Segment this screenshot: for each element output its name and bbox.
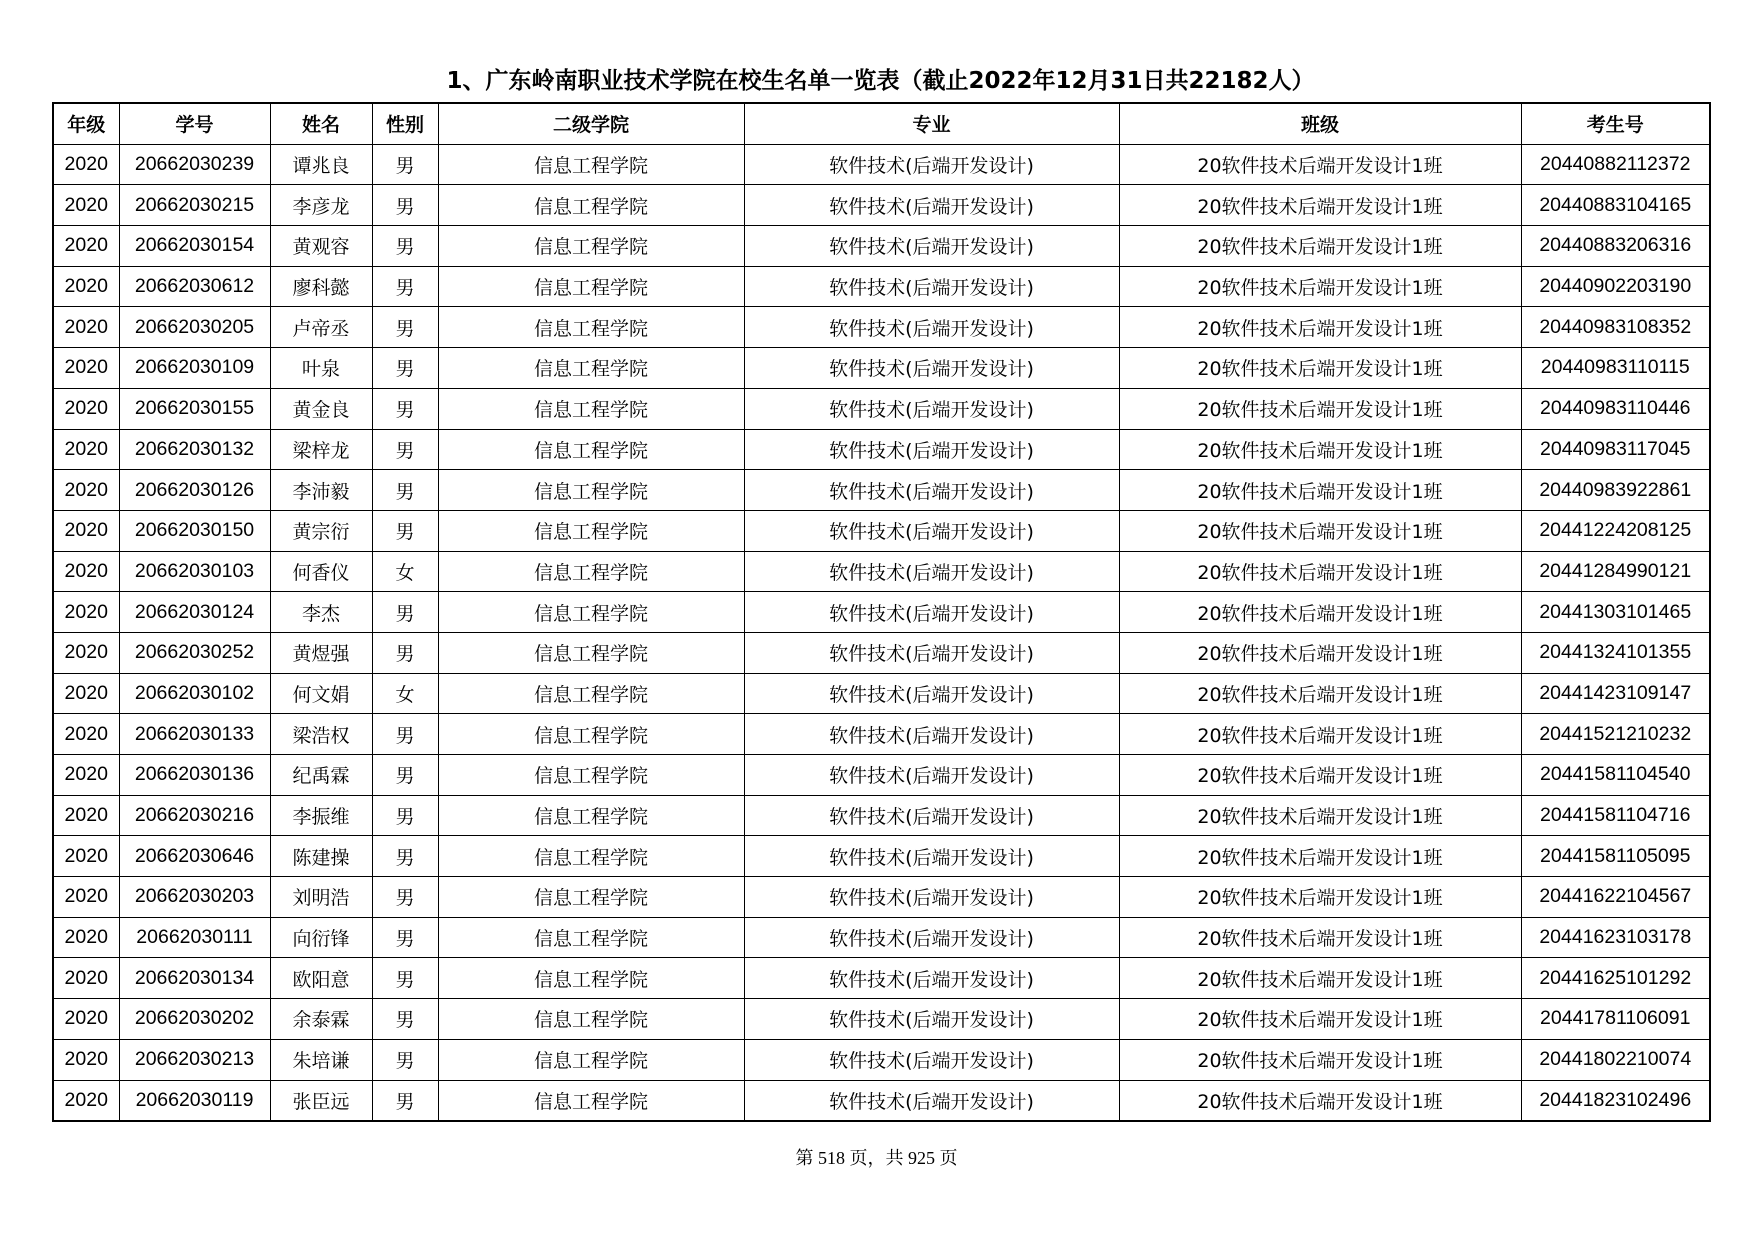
cell-major: 软件技术(后端开发设计) [744,226,1119,267]
cell-name: 李杰 [270,592,372,633]
cell-class: 20软件技术后端开发设计1班 [1119,999,1521,1040]
table-row [53,185,1710,226]
cell-major: 软件技术(后端开发设计) [744,795,1119,836]
cell-student-id: 20662030213 [119,1039,270,1080]
cell-exam-no: 20441303101465 [1521,592,1710,633]
cell-college: 信息工程学院 [438,429,744,470]
cell-student-id: 20662030126 [119,470,270,511]
cell-college: 信息工程学院 [438,510,744,551]
cell-exam-no: 20441625101292 [1521,958,1710,999]
student-roster-table [52,102,1711,1122]
cell-class: 20软件技术后端开发设计1班 [1119,348,1521,389]
header-name: 姓名 [270,103,372,144]
cell-student-id: 20662030103 [119,551,270,592]
cell-exam-no: 20440883206316 [1521,226,1710,267]
cell-name: 何文娟 [270,673,372,714]
cell-gender: 男 [372,226,438,267]
cell-exam-no: 20440902203190 [1521,266,1710,307]
cell-class: 20软件技术后端开发设计1班 [1119,144,1521,185]
cell-student-id: 20662030252 [119,632,270,673]
header-college: 二级学院 [438,103,744,144]
cell-exam-no: 20441324101355 [1521,632,1710,673]
cell-student-id: 20662030216 [119,795,270,836]
table-row [53,551,1710,592]
cell-college: 信息工程学院 [438,632,744,673]
cell-college: 信息工程学院 [438,266,744,307]
cell-name: 谭兆良 [270,144,372,185]
cell-student-id: 20662030239 [119,144,270,185]
cell-grade: 2020 [53,999,119,1040]
cell-exam-no: 20441823102496 [1521,1080,1710,1121]
cell-name: 李彦龙 [270,185,372,226]
cell-exam-no: 20440983117045 [1521,429,1710,470]
cell-major: 软件技术(后端开发设计) [744,307,1119,348]
cell-gender: 男 [372,348,438,389]
cell-college: 信息工程学院 [438,917,744,958]
cell-exam-no: 20441224208125 [1521,510,1710,551]
cell-grade: 2020 [53,307,119,348]
cell-name: 张臣远 [270,1080,372,1121]
cell-class: 20软件技术后端开发设计1班 [1119,877,1521,918]
cell-grade: 2020 [53,632,119,673]
table-row [53,388,1710,429]
cell-major: 软件技术(后端开发设计) [744,958,1119,999]
cell-college: 信息工程学院 [438,714,744,755]
cell-major: 软件技术(后端开发设计) [744,266,1119,307]
header-row [53,103,1710,144]
cell-exam-no: 20440883104165 [1521,185,1710,226]
table-row [53,348,1710,389]
cell-major: 软件技术(后端开发设计) [744,877,1119,918]
table-row [53,673,1710,714]
cell-exam-no: 20441581104716 [1521,795,1710,836]
cell-student-id: 20662030124 [119,592,270,633]
cell-name: 李沛毅 [270,470,372,511]
cell-major: 软件技术(后端开发设计) [744,348,1119,389]
cell-grade: 2020 [53,266,119,307]
cell-gender: 男 [372,836,438,877]
table-row [53,836,1710,877]
table-row [53,226,1710,267]
cell-grade: 2020 [53,877,119,918]
cell-grade: 2020 [53,348,119,389]
table-header [53,103,1710,144]
cell-grade: 2020 [53,714,119,755]
cell-class: 20软件技术后端开发设计1班 [1119,1080,1521,1121]
table-row [53,429,1710,470]
cell-major: 软件技术(后端开发设计) [744,551,1119,592]
cell-class: 20软件技术后端开发设计1班 [1119,226,1521,267]
cell-name: 黄煜强 [270,632,372,673]
cell-grade: 2020 [53,755,119,796]
cell-college: 信息工程学院 [438,592,744,633]
cell-college: 信息工程学院 [438,755,744,796]
cell-name: 梁梓龙 [270,429,372,470]
cell-exam-no: 20441623103178 [1521,917,1710,958]
cell-student-id: 20662030132 [119,429,270,470]
cell-name: 梁浩权 [270,714,372,755]
table-row [53,755,1710,796]
page-footer: 第 518 页，共 925 页 [795,1148,958,1168]
cell-class: 20软件技术后端开发设计1班 [1119,470,1521,511]
cell-gender: 男 [372,999,438,1040]
header-class: 班级 [1119,103,1521,144]
cell-student-id: 20662030111 [119,917,270,958]
table-row [53,917,1710,958]
cell-student-id: 20662030215 [119,185,270,226]
table-row [53,470,1710,511]
cell-gender: 男 [372,1039,438,1080]
cell-grade: 2020 [53,470,119,511]
cell-student-id: 20662030155 [119,388,270,429]
cell-gender: 男 [372,592,438,633]
cell-name: 陈建操 [270,836,372,877]
cell-college: 信息工程学院 [438,795,744,836]
table-body [53,144,1710,1121]
cell-exam-no: 20440983108352 [1521,307,1710,348]
cell-exam-no: 20440983110446 [1521,388,1710,429]
cell-grade: 2020 [53,795,119,836]
cell-class: 20软件技术后端开发设计1班 [1119,673,1521,714]
cell-name: 黄金良 [270,388,372,429]
cell-student-id: 20662030102 [119,673,270,714]
cell-gender: 男 [372,917,438,958]
cell-name: 李振维 [270,795,372,836]
cell-name: 朱培谦 [270,1039,372,1080]
header-student-id: 学号 [119,103,270,144]
table-row [53,510,1710,551]
cell-gender: 男 [372,1080,438,1121]
cell-gender: 男 [372,755,438,796]
cell-gender: 男 [372,307,438,348]
cell-student-id: 20662030133 [119,714,270,755]
cell-college: 信息工程学院 [438,470,744,511]
cell-class: 20软件技术后端开发设计1班 [1119,592,1521,633]
cell-exam-no: 20441581104540 [1521,755,1710,796]
cell-class: 20软件技术后端开发设计1班 [1119,1039,1521,1080]
cell-major: 软件技术(后端开发设计) [744,632,1119,673]
cell-gender: 男 [372,714,438,755]
cell-name: 黄观容 [270,226,372,267]
cell-major: 软件技术(后端开发设计) [744,714,1119,755]
cell-gender: 男 [372,266,438,307]
cell-gender: 男 [372,795,438,836]
cell-college: 信息工程学院 [438,307,744,348]
table-row [53,1039,1710,1080]
cell-exam-no: 20440882112372 [1521,144,1710,185]
table-row [53,592,1710,633]
cell-exam-no: 20441622104567 [1521,877,1710,918]
cell-major: 软件技术(后端开发设计) [744,755,1119,796]
table-row [53,714,1710,755]
cell-student-id: 20662030646 [119,836,270,877]
cell-student-id: 20662030205 [119,307,270,348]
cell-grade: 2020 [53,551,119,592]
cell-college: 信息工程学院 [438,999,744,1040]
cell-gender: 男 [372,877,438,918]
table-row [53,999,1710,1040]
cell-grade: 2020 [53,144,119,185]
cell-major: 软件技术(后端开发设计) [744,429,1119,470]
cell-grade: 2020 [53,958,119,999]
cell-student-id: 20662030154 [119,226,270,267]
header-gender: 性别 [372,103,438,144]
cell-student-id: 20662030612 [119,266,270,307]
cell-class: 20软件技术后端开发设计1班 [1119,836,1521,877]
cell-college: 信息工程学院 [438,836,744,877]
cell-college: 信息工程学院 [438,1080,744,1121]
cell-student-id: 20662030202 [119,999,270,1040]
cell-gender: 女 [372,673,438,714]
cell-name: 卢帝丞 [270,307,372,348]
cell-exam-no: 20441802210074 [1521,1039,1710,1080]
cell-exam-no: 20440983922861 [1521,470,1710,511]
cell-gender: 男 [372,429,438,470]
cell-major: 软件技术(后端开发设计) [744,1080,1119,1121]
table-row [53,877,1710,918]
header-grade: 年级 [53,103,119,144]
cell-student-id: 20662030136 [119,755,270,796]
cell-gender: 男 [372,470,438,511]
cell-class: 20软件技术后端开发设计1班 [1119,917,1521,958]
cell-major: 软件技术(后端开发设计) [744,510,1119,551]
cell-college: 信息工程学院 [438,185,744,226]
cell-class: 20软件技术后端开发设计1班 [1119,795,1521,836]
table-row [53,1080,1710,1121]
cell-exam-no: 20440983110115 [1521,348,1710,389]
cell-exam-no: 20441284990121 [1521,551,1710,592]
cell-exam-no: 20441581105095 [1521,836,1710,877]
cell-major: 软件技术(后端开发设计) [744,673,1119,714]
cell-gender: 男 [372,958,438,999]
cell-college: 信息工程学院 [438,226,744,267]
cell-name: 向衍锋 [270,917,372,958]
cell-student-id: 20662030119 [119,1080,270,1121]
cell-class: 20软件技术后端开发设计1班 [1119,632,1521,673]
table-row [53,266,1710,307]
cell-class: 20软件技术后端开发设计1班 [1119,266,1521,307]
cell-gender: 男 [372,388,438,429]
cell-class: 20软件技术后端开发设计1班 [1119,429,1521,470]
cell-grade: 2020 [53,226,119,267]
cell-college: 信息工程学院 [438,388,744,429]
cell-major: 软件技术(后端开发设计) [744,144,1119,185]
cell-student-id: 20662030134 [119,958,270,999]
cell-college: 信息工程学院 [438,1039,744,1080]
cell-major: 软件技术(后端开发设计) [744,836,1119,877]
cell-class: 20软件技术后端开发设计1班 [1119,755,1521,796]
cell-grade: 2020 [53,185,119,226]
cell-grade: 2020 [53,673,119,714]
table-row [53,958,1710,999]
cell-name: 廖科懿 [270,266,372,307]
cell-major: 软件技术(后端开发设计) [744,999,1119,1040]
cell-college: 信息工程学院 [438,144,744,185]
cell-class: 20软件技术后端开发设计1班 [1119,388,1521,429]
cell-college: 信息工程学院 [438,551,744,592]
cell-gender: 男 [372,632,438,673]
cell-grade: 2020 [53,1080,119,1121]
cell-grade: 2020 [53,1039,119,1080]
page-title: 1、广东岭南职业技术学院在校生名单一览表（截止2022年12月31日共22182人） [446,68,1315,94]
cell-major: 软件技术(后端开发设计) [744,592,1119,633]
cell-grade: 2020 [53,836,119,877]
cell-class: 20软件技术后端开发设计1班 [1119,551,1521,592]
cell-exam-no: 20441781106091 [1521,999,1710,1040]
table-row [53,144,1710,185]
cell-grade: 2020 [53,429,119,470]
header-exam-no: 考生号 [1521,103,1710,144]
cell-name: 欧阳意 [270,958,372,999]
cell-class: 20软件技术后端开发设计1班 [1119,958,1521,999]
cell-college: 信息工程学院 [438,673,744,714]
cell-exam-no: 20441423109147 [1521,673,1710,714]
header-major: 专业 [744,103,1119,144]
cell-class: 20软件技术后端开发设计1班 [1119,307,1521,348]
cell-name: 余泰霖 [270,999,372,1040]
cell-major: 软件技术(后端开发设计) [744,1039,1119,1080]
cell-major: 软件技术(后端开发设计) [744,917,1119,958]
cell-college: 信息工程学院 [438,877,744,918]
cell-class: 20软件技术后端开发设计1班 [1119,714,1521,755]
cell-student-id: 20662030203 [119,877,270,918]
cell-student-id: 20662030150 [119,510,270,551]
cell-class: 20软件技术后端开发设计1班 [1119,185,1521,226]
cell-grade: 2020 [53,592,119,633]
cell-name: 何香仪 [270,551,372,592]
cell-major: 软件技术(后端开发设计) [744,388,1119,429]
cell-name: 纪禹霖 [270,755,372,796]
cell-gender: 男 [372,185,438,226]
cell-exam-no: 20441521210232 [1521,714,1710,755]
cell-major: 软件技术(后端开发设计) [744,185,1119,226]
cell-name: 黄宗衍 [270,510,372,551]
cell-grade: 2020 [53,388,119,429]
cell-gender: 男 [372,510,438,551]
cell-name: 叶泉 [270,348,372,389]
cell-college: 信息工程学院 [438,958,744,999]
cell-gender: 男 [372,144,438,185]
cell-student-id: 20662030109 [119,348,270,389]
table-row [53,307,1710,348]
cell-grade: 2020 [53,917,119,958]
cell-class: 20软件技术后端开发设计1班 [1119,510,1521,551]
cell-college: 信息工程学院 [438,348,744,389]
cell-gender: 女 [372,551,438,592]
table-row [53,795,1710,836]
cell-grade: 2020 [53,510,119,551]
cell-name: 刘明浩 [270,877,372,918]
cell-major: 软件技术(后端开发设计) [744,470,1119,511]
table-row [53,632,1710,673]
